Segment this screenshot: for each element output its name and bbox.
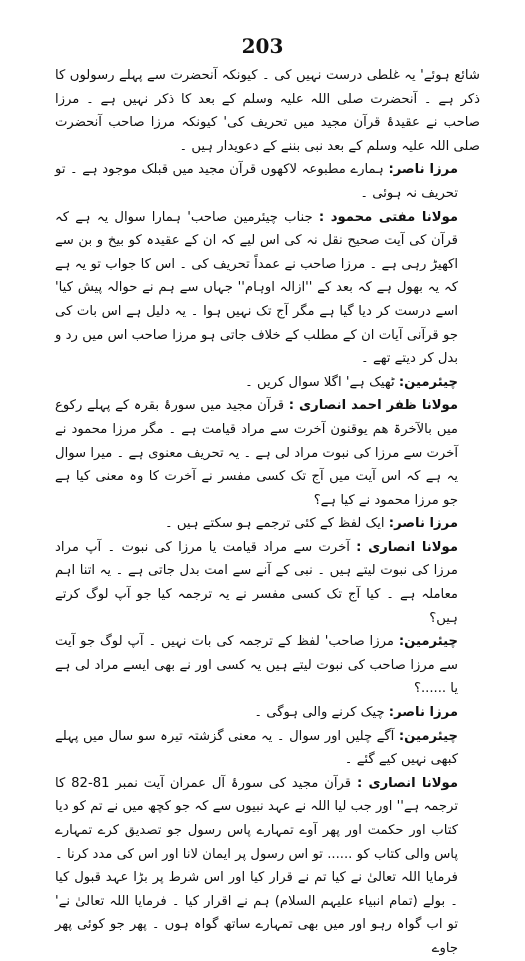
paragraph-text: قرآن مجید کی سورۂ آل عمران آیت نمبر 81-82 کا ترجمہ ہے'' اور جب لیا اللہ نے عہد نبیوں سے کہ جو کچھ میں نے تم کو دیا کتاب اور حکمت اور پھر آوے تمہارے پاس رسول جو تصدیق کرے تمہارے پاس والی کتاب کو ...... تو اس رسول پر ایمان لانا اور اس کی مدد کرنا ۔ فرمایا اللہ تعالیٰ نے کیا تم نے قرار کیا اور اس شرط پر بڑا عہد قبول کیا ۔ بولے (تمام انبیاء علیہم السلام) ہم نے اقرار کیا ۔ فرمایا اللہ تعالیٰ نے' تو اب گواہ رہو اور میں بھی تمہارے ساتھ گواہ ہوں ۔ پھر جو کوئی پھر جاوے (55, 775, 458, 956)
page-number: 203 (241, 34, 284, 58)
speaker-label: مولانا مفتی محمود : (318, 209, 458, 225)
paragraph-text: آخرت سے مراد قیامت یا مرزا کی نبوت ۔ آپ مراد مرزا کی نبوت لیتے ہیں ۔ نبی کے آنے سے امت بدل جاتی ہے ۔ یہ اتنا اہم معاملہ ہے ۔ کیا آج تک کسی مفسر نے یہ ترجمہ کیا جو آپ لوگ کرتے ہیں؟ (55, 539, 458, 626)
paragraph-text: چیک کرنے والی ہوگی ۔ (254, 705, 385, 721)
paragraph (55, 772, 480, 961)
speaker-label: مرزا ناصر: (388, 705, 458, 721)
paragraph (55, 630, 480, 701)
paragraph (55, 536, 480, 630)
paragraph (55, 394, 480, 512)
speaker-label: مولانا انصاری : (356, 539, 458, 555)
paragraph (55, 158, 480, 205)
speaker-label: مرزا ناصر: (388, 162, 458, 178)
paragraph-text: جناب چیئرمین صاحب' ہمارا سوال یہ ہے کہ قرآن کی آیت صحیح نقل نہ کی اس لیے کہ ان کے عقیدہ کو بیخ و بن سے اکھیڑ رہی ہے ۔ مرزا صاحب نے عمداً تحریف کی ۔ اس کا جواب تو یہ ہے کہ یہ بھول ہے کہ بعد کے ''ازالہ اوہام'' جہاں سے ہم نے حوالہ پیش کیا' اسے درست کر دیا گیا ہے مگر آج تک نہیں ہوا ۔ یہ دلیل ہے اس بات کی جو قرآنی آیات ان کے مطلب کے خلاف جاتی ہو مرزا صاحب اس میں رد و بدل کر دیتے تھے ۔ (55, 209, 458, 367)
speaker-label: مولانا انصاری : (356, 775, 458, 791)
paragraph (55, 64, 480, 158)
paragraph (55, 206, 480, 371)
speaker-label: چیئرمین: (398, 374, 458, 390)
paragraph (55, 701, 480, 725)
transcript-body (55, 64, 480, 961)
paragraph (55, 725, 480, 772)
paragraph-text: قرآن مجید میں سورۂ بقرہ کے پہلے رکوع میں بالآخرۃ ھم یوقنون آخرت سے مراد قیامت ہے ۔ مگر مرزا محمود نے آخرت سے مرزا کی نبوت مراد لی ہے ۔ یہ تحریف معنوی ہے ۔ میرا سوال یہ ہے کہ اس آیت میں آج تک کسی مفسر نے آخرت کا وہ معنی کیا ہے جو مرزا محمود نے کیا ہے؟ (55, 398, 458, 508)
paragraph-text: ٹھیک ہے' اگلا سوال کریں ۔ (245, 374, 395, 390)
paragraph-text: شائع ہوئے' یہ غلطی درست نہیں کی ۔ کیونکہ آنحضرت سے پہلے رسولوں کا ذکر ہے ۔ آنحضرت صلی اللہ علیہ وسلم کے بعد کا ذکر نہیں ہے ۔ مرزا صاحب نے عقیدۂ قرآن مجید میں تحریف کی' کیونکہ مرزا صاحب آنحضرت صلی اللہ علیہ وسلم کے بعد نبی بننے کے دعویدار ہیں ۔ (55, 68, 480, 154)
paragraph-text: آگے چلیں اور سوال ۔ یہ معنی گزشتہ تیرہ سو سال میں پہلے کبھی نہیں کیے گئے ۔ (55, 728, 458, 768)
paragraph-text: ہمارے مطبوعہ لاکھوں قرآن مجید میں قبلک موجود ہے ۔ تو تحریف نہ ہوئی ۔ (55, 162, 458, 201)
speaker-label: مرزا ناصر: (388, 516, 458, 532)
speaker-label: چیئرمین: (398, 728, 458, 744)
paragraph-text: مرزا صاحب' لفظ کے ترجمہ کی بات نہیں ۔ آپ لوگ جو آیت سے مرزا صاحب کی نبوت لیتے ہیں یہ کسی اور نے بھی ایسے مراد لی ہے یا ......؟ (55, 634, 458, 697)
paragraph-text: ایک لفظ کے کئی ترجمے ہو سکتے ہیں ۔ (164, 516, 385, 532)
paragraph (55, 512, 480, 536)
paragraph (55, 371, 480, 395)
speaker-label: چیئرمین: (398, 634, 458, 650)
speaker-label: مولانا ظفر احمد انصاری : (288, 398, 458, 414)
